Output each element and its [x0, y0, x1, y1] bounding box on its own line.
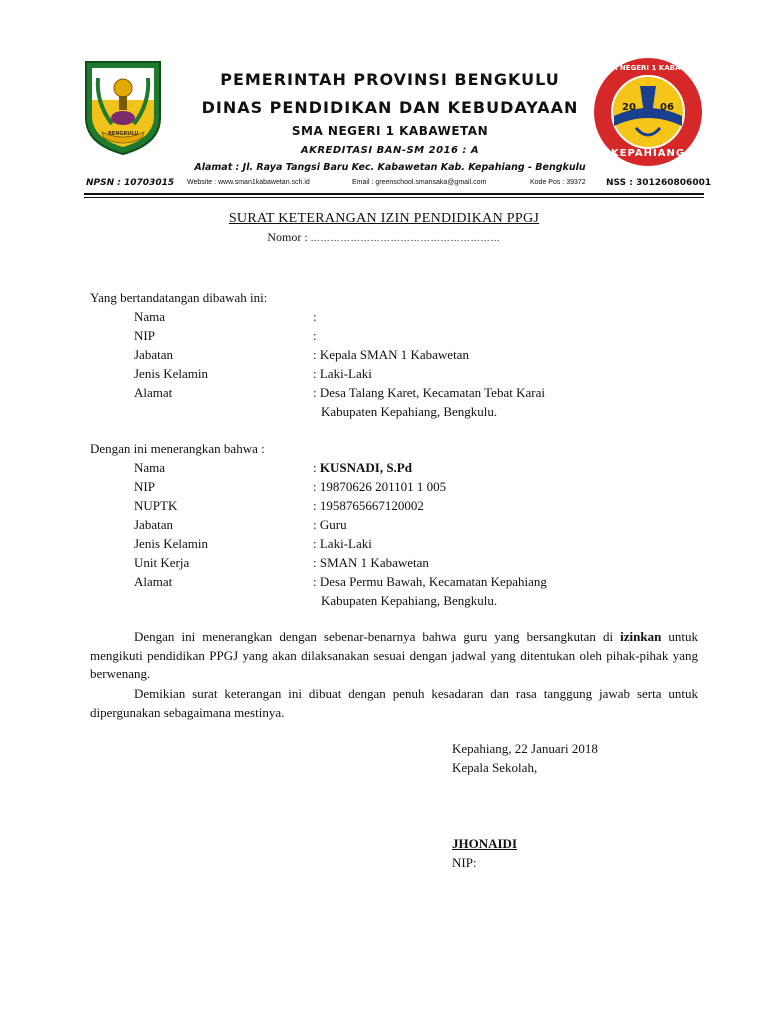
school-emblem-logo	[592, 56, 709, 168]
signature-name: JHONAIDI	[452, 836, 518, 851]
signer-gender-value: : Laki-Laki	[313, 366, 372, 381]
signer-name-label: Nama	[134, 309, 166, 324]
subject-name-text: KUSNADI, S.Pd	[319, 460, 412, 475]
letterhead-department: DINAS PENDIDIKAN DAN KEBUDAYAAN	[201, 98, 579, 117]
emblem-year-left: 20	[622, 102, 636, 113]
subject-name-label: Nama	[134, 460, 166, 475]
emblem-bottom-ring-text: KEPAHIANG	[610, 148, 686, 159]
letter-number-dots: …………………………………………………	[310, 233, 501, 243]
signer-address-value: : Desa Talang Karet, Kecamatan Tebat Karai	[313, 385, 545, 400]
signer-position-value: : Kepala SMAN 1 Kabawetan	[313, 347, 469, 362]
signer-name-value: :	[313, 309, 317, 324]
subject-nip-value: : 19870626 201101 1 005	[313, 479, 447, 494]
letterhead-school-name: SMA NEGERI 1 KABAWETAN	[291, 124, 489, 138]
signer-nip-value: :	[313, 328, 317, 343]
subject-address-value: : Desa Permu Bawah, Kecamatan Kepahiang	[313, 574, 547, 589]
letterhead-divider-thick	[84, 193, 704, 195]
subject-workunit-label: Unit Kerja	[134, 555, 190, 570]
letterhead-address: Alamat : Jl. Raya Tangsi Baru Kec. Kabawetan Kab. Kepahiang - Bengkulu	[194, 162, 586, 173]
subject-gender-value: : Laki-Laki	[313, 536, 372, 551]
school-website: Website : www.sman1kabawetan.sch.id	[187, 179, 310, 186]
letter-number-label: Nomor :	[267, 230, 308, 244]
subject-name-colon: :	[313, 460, 320, 475]
subject-nip-label: NIP	[134, 479, 155, 494]
letterhead-divider-thin	[84, 197, 704, 198]
letterhead-accreditation: AKREDITASI BAN-SM 2016 : A	[300, 145, 480, 156]
p1-text-after: untuk mengikuti pendidikan PPGJ yang akan dilaksanakan sesuai dengan jadwal yang ditentukan oleh pihak-pihak yang berwenang.	[90, 629, 698, 681]
nss-number: NSS : 301260806001	[606, 178, 712, 188]
signer-address-continued: Kabupaten Kepahiang, Bengkulu.	[321, 404, 498, 419]
letter-title: SURAT KETERANGAN IZIN PENDIDIKAN PPGJ	[228, 211, 540, 226]
subject-intro: Dengan ini menerangkan bahwa :	[90, 441, 265, 456]
subject-gender-label: Jenis Kelamin	[134, 536, 209, 551]
subject-nuptk-value: : 1958765667120002	[313, 498, 424, 513]
body-paragraph-1	[90, 628, 698, 684]
school-email: Email : greenschool.smansaka@gmail.com	[352, 179, 487, 186]
subject-address-continued: Kabupaten Kepahiang, Bengkulu.	[321, 593, 498, 608]
signer-gender-label: Jenis Kelamin	[134, 366, 209, 381]
signer-address-label: Alamat	[134, 385, 173, 400]
emblem-year-right: 06	[660, 102, 674, 113]
subject-address-label: Alamat	[134, 574, 173, 589]
provincial-crest-logo	[82, 58, 164, 156]
emblem-top-ring-text: SMA NEGERI 1 KABAWETAN	[600, 64, 709, 72]
subject-name-value	[313, 460, 412, 475]
signer-position-label: Jabatan	[134, 347, 173, 362]
signer-intro: Yang bertandatangan dibawah ini:	[90, 290, 268, 305]
subject-workunit-value: : SMAN 1 Kabawetan	[313, 555, 429, 570]
crest-ribbon-text: BENGKULU	[108, 131, 139, 137]
body-paragraph-2: Demikian surat keterangan ini dibuat dengan penuh kesadaran dan rasa tanggung jawab serta untuk dipergunakan sebagaimana mestinya.	[90, 686, 698, 720]
subject-position-value: : Guru	[313, 517, 347, 532]
subject-position-label: Jabatan	[134, 517, 173, 532]
npsn-number: NPSN : 10703015	[86, 178, 175, 188]
p1-text-before: Dengan ini menerangkan dengan sebenar-benarnya bahwa guru yang bersangkutan di	[134, 629, 621, 644]
signature-place-date: Kepahiang, 22 Januari 2018	[452, 741, 598, 756]
postal-code: Kode Pos : 39372	[530, 179, 586, 186]
letter-number	[100, 230, 668, 245]
letterhead-government: PEMERINTAH PROVINSI BENGKULU	[220, 70, 560, 89]
signature-nip: NIP:	[452, 855, 477, 870]
signature-position: Kepala Sekolah,	[452, 760, 538, 775]
subject-nuptk-label: NUPTK	[134, 498, 178, 513]
p1-bold-word: izinkan	[620, 629, 662, 644]
signer-nip-label: NIP	[134, 328, 155, 343]
